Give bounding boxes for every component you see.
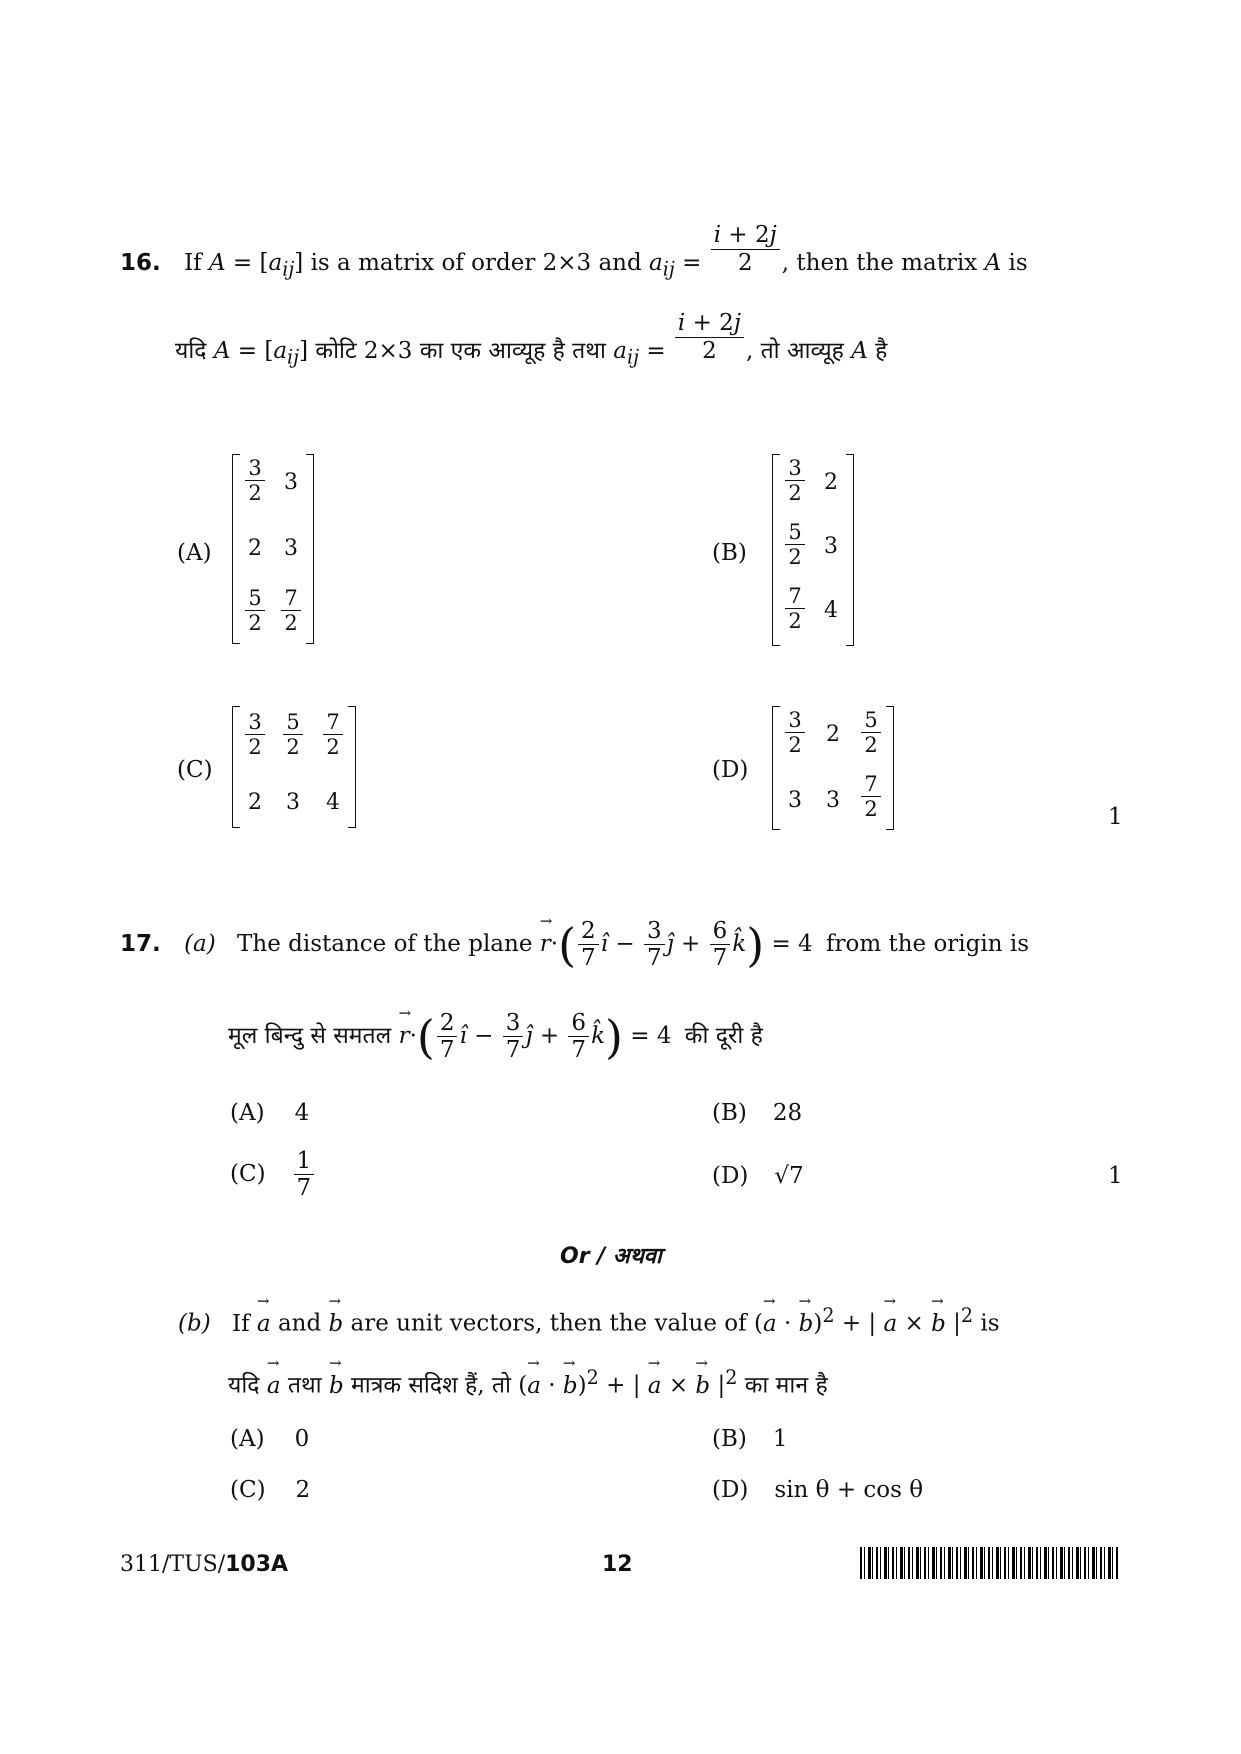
- page-number: 12: [602, 1552, 633, 1577]
- aij-fraction: $\frac{i + 2j}{2}$: [711, 222, 780, 276]
- q16-option-b-matrix: $\frac{3}{2}$ 2 $\frac{5}{2}$ 3 $\frac{7}{2}$ 4: [772, 454, 854, 646]
- q17a-option-a: (A) 4: [230, 1100, 310, 1126]
- q16-option-a-label: (A): [177, 540, 212, 566]
- q16-option-d-label: (D): [712, 757, 749, 783]
- paper-code: 311/TUS/103A: [120, 1552, 289, 1577]
- q16-option-c-matrix: $\frac{3}{2}$ $\frac{5}{2}$ $\frac{7}{2}$ 2 3 4: [232, 706, 356, 828]
- q17a-marks: 1: [1108, 1163, 1123, 1189]
- q16-number: 16.: [120, 250, 161, 276]
- q16-option-d-matrix: $\frac{3}{2}$ 2 $\frac{5}{2}$ 3 3 $\frac{7}{2}$: [772, 706, 894, 830]
- q17a-english: 17. (a) The distance of the plane → r·( $\frac{2}{7}$ î − $\frac{3}{7}$ ĵ + $\frac{6}{7}$ k̂) = 4 from the origin is: [120, 918, 1029, 972]
- q17b-hindi: यदि → a तथा → b मात्रक सदिश हैं, तो (→ a · → b)$^2$ + | → a × → b $|^2$ का मान है: [228, 1366, 828, 1400]
- q17b-english: (b) If → a and → b are unit vectors, then the value of (→ a · → b)$^2$ + | → a × → b $|^2$ is: [178, 1304, 1000, 1337]
- q17b-option-d: (D) sin θ + cos θ: [712, 1477, 924, 1503]
- q16-option-a-matrix: $\frac{3}{2}$ 3 2 3 $\frac{5}{2}$ $\frac{7}{2}$: [232, 454, 314, 644]
- q17a-option-b: (B) 28: [712, 1100, 803, 1126]
- q16-hindi: यदि $A = [a_{ij}]$ कोटि 2×3 का एक आव्यूह है तथा $a_{ij}$ = $\frac{i + 2j}{2}$ , तो आव्यूह A है: [175, 310, 888, 369]
- q16-english: 16. If $A = [a_{ij}]$ is a matrix of order 2×3 and $a_{ij}$ = $\frac{i + 2j}{2}$ , then the matrix A is: [120, 222, 1028, 281]
- q16-option-c-label: (C): [177, 757, 213, 783]
- q17-number: 17.: [120, 930, 161, 957]
- barcode: [860, 1547, 1120, 1579]
- q17a-option-d: (D) √7: [712, 1163, 804, 1189]
- q17a-hindi: मूल बिन्दु से समतल → r·( $\frac{2}{7}$ î − $\frac{3}{7}$ ĵ + $\frac{6}{7}$ k̂) = 4 की दूरी है: [228, 1010, 763, 1064]
- q17b-option-a: (A) 0: [230, 1426, 310, 1452]
- q17b-option-c: (C) 2: [230, 1477, 311, 1503]
- or-divider: Or / अथवा: [560, 1244, 662, 1269]
- q16-option-b-label: (B): [712, 540, 747, 566]
- q17a-option-c: (C) $\frac{1}{7}$: [230, 1148, 316, 1202]
- q17b-option-b: (B) 1: [712, 1426, 788, 1452]
- q16-marks: 1: [1108, 804, 1123, 830]
